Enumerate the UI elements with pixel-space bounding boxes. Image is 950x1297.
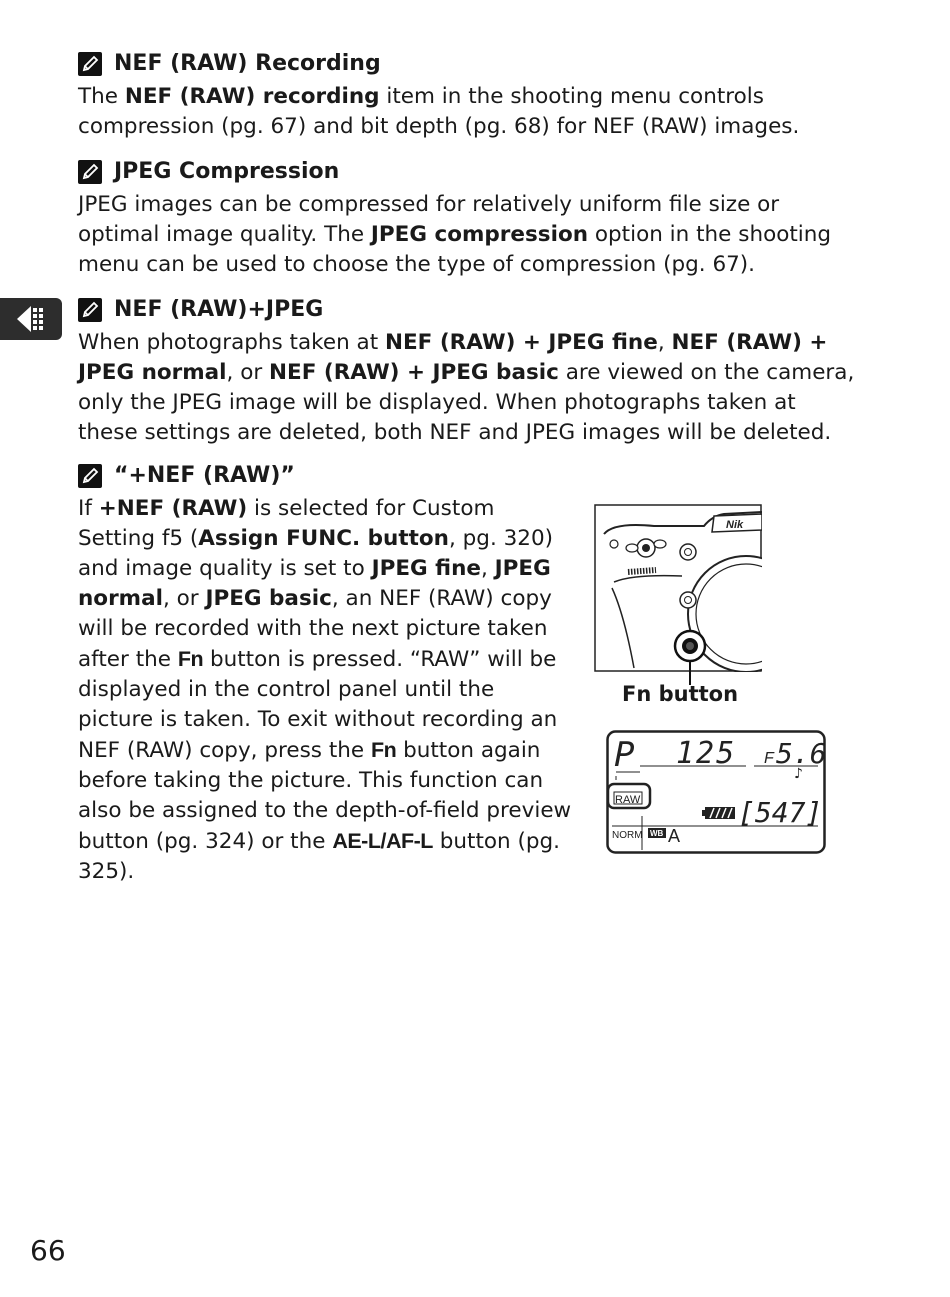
section-jpeg-compression — [78, 158, 838, 280]
lcd-shutter: 125 — [676, 736, 737, 771]
lcd-wb-label: WB — [650, 829, 664, 838]
bold-term: NEF (RAW) recording — [124, 84, 380, 109]
text-run: JPEG images can be compressed for relatively uniform file size or optimal image quality. The — [78, 192, 780, 247]
bold-term: JPEG normal — [78, 556, 551, 611]
note-pencil-icon — [78, 160, 102, 184]
control-panel-lcd — [606, 730, 826, 854]
image-quality-icon — [14, 304, 48, 334]
lcd-wb-value: A — [668, 826, 681, 846]
button-label: AE-L/AF-L — [332, 829, 433, 853]
section-heading — [78, 296, 838, 324]
text-run: item in the shooting menu controls compression (pg. 67) and bit depth (pg. 68) for NEF (RAW) images. — [78, 84, 800, 139]
camera-front-illustration — [594, 504, 762, 672]
section-heading — [78, 50, 838, 78]
bold-term: NEF (RAW) + JPEG normal — [78, 330, 828, 385]
note-pencil-icon — [78, 464, 102, 488]
lcd-mode: P — [614, 735, 635, 775]
button-label: Fn — [370, 738, 397, 762]
lcd-raw-indicator: RAW — [615, 794, 641, 806]
text-run: When photographs taken at — [78, 330, 385, 355]
text-run: , — [481, 556, 495, 581]
lcd-quality: NORM — [612, 830, 643, 841]
text-run: is selected for Custom Setting f5 ( — [78, 496, 495, 551]
section-heading — [78, 158, 838, 186]
text-run: If — [78, 496, 99, 521]
section-heading — [78, 462, 838, 490]
text-run: , — [657, 330, 672, 355]
text-run: are viewed on the camera, only the JPEG image will be displayed. When photographs taken at these settings are deleted, both NEF and JPEG images will be deleted. — [78, 360, 855, 445]
lcd-aperture: 5.6 — [776, 737, 826, 770]
section-nef-raw-jpeg — [78, 296, 855, 448]
text-run: , or — [226, 360, 270, 385]
section-title: NEF (RAW)+JPEG — [114, 297, 324, 322]
lcd-exposure-count: [547] — [738, 796, 823, 829]
text-run: The — [78, 84, 125, 109]
text-run: button (pg. 325). — [78, 829, 561, 884]
section-title: “+NEF (RAW)” — [114, 463, 295, 488]
note-pencil-icon — [78, 52, 102, 76]
text-run: , or — [162, 586, 206, 611]
section-paragraph — [78, 494, 573, 887]
note-pencil-icon — [78, 298, 102, 322]
bold-term: NEF (RAW) + JPEG basic — [269, 360, 559, 385]
bold-term: JPEG basic — [205, 586, 332, 611]
button-label: Fn — [177, 647, 204, 671]
fn-button-caption: Fn button — [622, 682, 739, 706]
section-title: NEF (RAW) Recording — [114, 51, 381, 76]
text-run: , pg. 320) and image quality is set to — [78, 526, 554, 581]
beep-icon: ♪ — [794, 766, 803, 782]
text-run: , an NEF (RAW) copy will be recorded with the next picture taken after the — [78, 586, 552, 672]
shooting-menu-tab-icon — [0, 298, 62, 340]
bold-term: JPEG fine — [371, 556, 481, 581]
section-paragraph — [78, 328, 858, 448]
text-run: button again before taking the picture. This function can also be assigned to the depth-of-field preview button (pg. 324) or the — [78, 738, 572, 854]
bold-term: +NEF (RAW) — [98, 496, 248, 521]
section-paragraph — [78, 190, 838, 280]
text-run: button is pressed. “RAW” will be displayed in the control panel until the picture is taken. To exit without recording an NEF (RAW) copy, press the — [78, 647, 558, 763]
section-title: JPEG Compression — [114, 159, 340, 184]
section-paragraph — [78, 82, 838, 142]
bold-term: Assign FUNC. button — [198, 526, 449, 551]
page-number: 66 — [30, 1234, 66, 1267]
bold-term: NEF (RAW) + JPEG fine — [384, 330, 658, 355]
section-nef-raw-recording — [78, 50, 838, 142]
text-run: option in the shooting menu can be used to choose the type of compression (pg. 67). — [78, 222, 832, 277]
camera-brand-text: Nik — [726, 519, 744, 531]
lcd-f-prefix: F — [764, 750, 774, 767]
bold-term: JPEG compression — [370, 222, 589, 247]
